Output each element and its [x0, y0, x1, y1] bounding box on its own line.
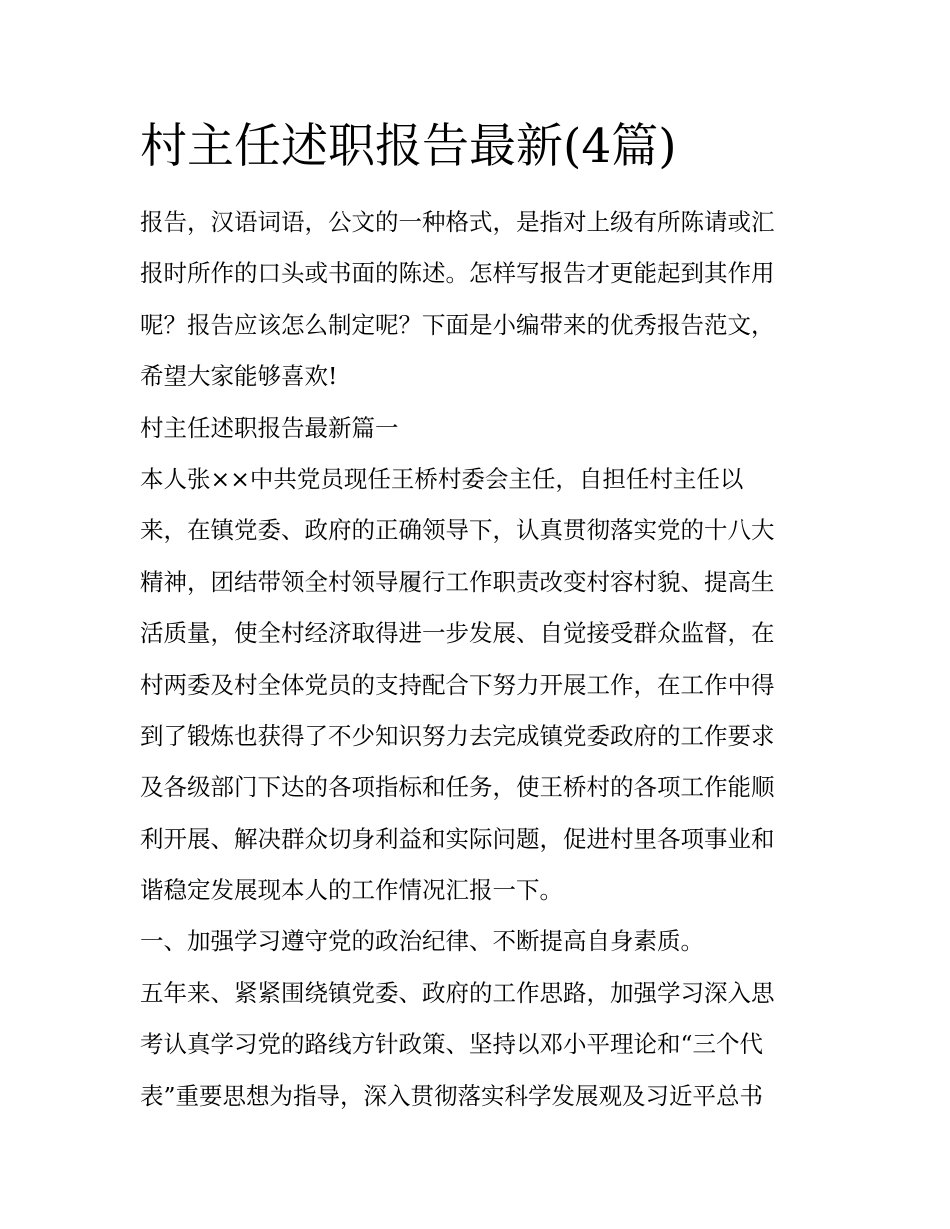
body-line: 村两委及村全体党员的支持配合下努力开展工作，在工作中得: [140, 670, 775, 699]
body-line: 活质量，使全村经济取得进一步发展、自觉接受群众监督，在: [140, 619, 775, 648]
subsection-heading: 一、加强学习遵守党的政治纪律、不断提高自身素质。: [140, 927, 704, 956]
body-line: 本人张××中共党员现任王桥村委会主任，自担任村主任以: [140, 464, 744, 493]
body-line: 考认真学习党的路线方针政策、坚持以邓小平理论和“三个代: [140, 1030, 764, 1059]
body-line: 报时所作的口头或书面的陈述。怎样写报告才更能起到其作用: [140, 259, 775, 288]
body-line: 到了锻炼也获得了不少知识努力去完成镇党委政府的工作要求: [140, 721, 775, 750]
body-line: 谐稳定发展现本人的工作情况汇报一下。: [140, 876, 563, 905]
body-line: 精神，团结带领全村领导履行工作职责改变村容村貌、提高生: [140, 567, 775, 596]
document-body: [140, 197, 820, 1122]
body-line: 及各级部门下达的各项指标和任务，使王桥村的各项工作能顺: [140, 773, 775, 802]
section-heading: 村主任述职报告最新篇一: [140, 413, 399, 442]
body-line: 五年来、紧紧围绕镇党委、政府的工作思路，加强学习深入思: [140, 978, 775, 1007]
document-title: 村主任述职报告最新(4篇): [140, 119, 677, 174]
body-line: 利开展、解决群众切身利益和实际问题，促进村里各项事业和: [140, 824, 775, 853]
body-line: 来，在镇党委、政府的正确领导下，认真贯彻落实党的十八大: [140, 516, 775, 545]
body-line: 希望大家能够喜欢!: [140, 362, 338, 391]
body-line: 报告，汉语词语，公文的一种格式，是指对上级有所陈请或汇: [140, 208, 775, 236]
body-line: 表”重要思想为指导，深入贯彻落实科学发展观及习近平总书: [140, 1081, 764, 1110]
body-line: 呢？报告应该怎么制定呢？下面是小编带来的优秀报告范文，: [140, 310, 775, 339]
